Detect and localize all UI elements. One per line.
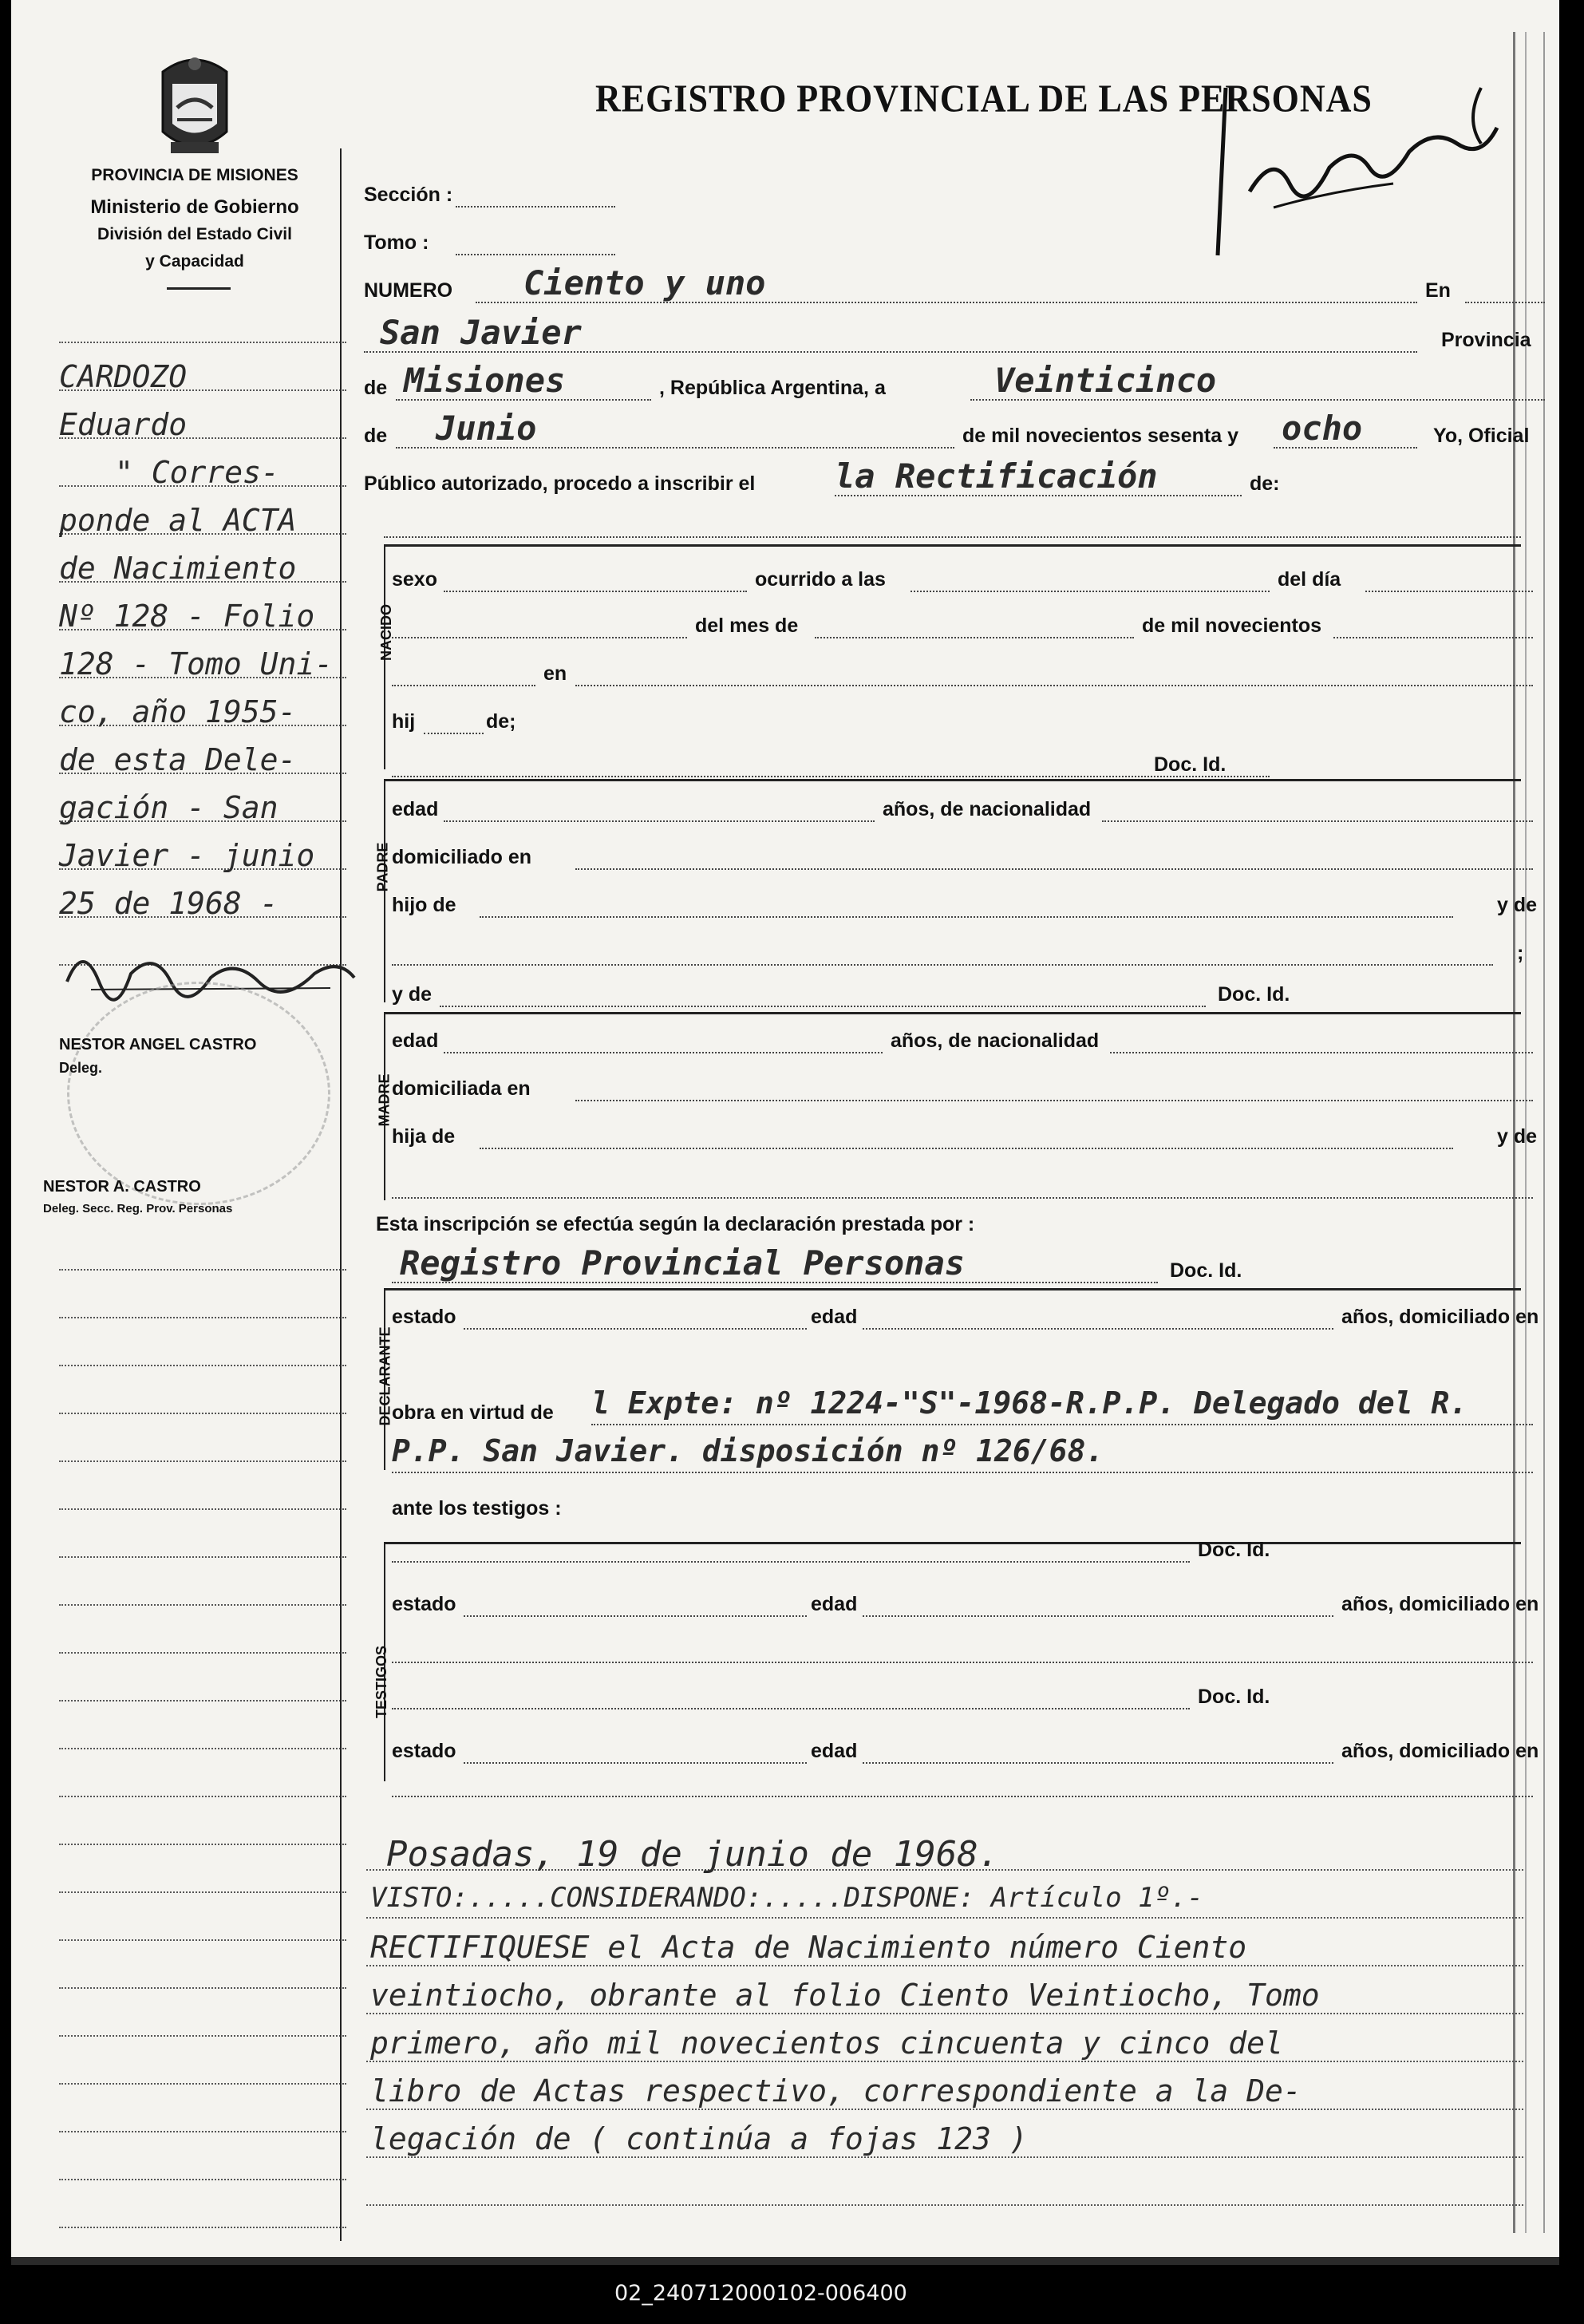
seccion-field[interactable] xyxy=(456,206,615,208)
resolution-text: RECTIFIQUESE el Acta de Nacimiento número Ciento xyxy=(370,1930,1247,1965)
hijo-field[interactable] xyxy=(480,916,1453,918)
margin-note: Javier - junio xyxy=(59,838,315,873)
doc-label: Doc. Id. xyxy=(1198,1686,1270,1708)
hijo-label: hijo de xyxy=(392,894,456,916)
obra-value[interactable]: l Expte: nº 1224-"S"-1968-R.P.P. Delegado del R. xyxy=(591,1385,1468,1421)
testigos-label: TESTIGOS xyxy=(373,1645,390,1719)
en-line xyxy=(1465,302,1545,303)
madre-label: MADRE xyxy=(376,1073,393,1127)
estado-label: estado xyxy=(392,1306,456,1328)
margin-note: " Corres- xyxy=(115,455,279,490)
en-label: en xyxy=(543,662,567,685)
seccion-label: Sección : xyxy=(364,184,453,206)
publico-label: Público autorizado, procedo a inscribir el xyxy=(364,472,756,495)
margin-line xyxy=(59,1652,346,1654)
yde-label: y de xyxy=(1497,1125,1538,1148)
edad-label: edad xyxy=(811,1306,858,1328)
estado-field[interactable] xyxy=(464,1762,807,1764)
resolution-text: primero, año mil novecientos cincuenta y cinco del xyxy=(370,2026,1283,2061)
domiciliado-label: años, domiciliado en xyxy=(1341,1593,1539,1615)
provincial-crest-icon xyxy=(147,48,243,160)
anio-cont-field[interactable] xyxy=(392,685,535,686)
resolution-line xyxy=(366,2204,1523,2206)
doc-label: Doc. Id. xyxy=(1198,1539,1270,1561)
estado-label: estado xyxy=(392,1593,456,1615)
document-title: REGISTRO PROVINCIAL DE LAS PERSONAS xyxy=(595,77,1373,121)
margin-line xyxy=(59,1460,346,1462)
de3-label: de: xyxy=(1250,472,1280,495)
margin-note: co, año 1955- xyxy=(59,694,297,729)
resolution-text: libro de Actas respectivo, correspondiente a la De- xyxy=(370,2073,1302,2109)
estado-field[interactable] xyxy=(464,1615,807,1617)
margin-note: 25 de 1968 - xyxy=(59,886,278,921)
hija-field[interactable] xyxy=(480,1148,1453,1149)
resolution-text: veintiocho, obrante al folio Ciento Veintiocho, Tomo xyxy=(370,1978,1320,2013)
edad-label: edad xyxy=(392,1030,439,1052)
domiciliado-label: años, domiciliado en xyxy=(1341,1306,1539,1328)
edad-label: edad xyxy=(811,1740,858,1762)
testigo2-name-field[interactable] xyxy=(392,1708,1190,1709)
margin-note: Eduardo xyxy=(59,407,188,442)
margin-line xyxy=(59,2083,346,2085)
doc-label: Doc. Id. xyxy=(1154,753,1227,776)
margin-note: gación - San xyxy=(59,790,278,825)
intro-label: Esta inscripción se efectúa según la declaración prestada por : xyxy=(376,1213,975,1235)
margin-line xyxy=(59,1508,346,1510)
dia-field[interactable] xyxy=(1365,591,1533,592)
resolution-text: Posadas, 19 de junio de 1968. xyxy=(386,1834,1000,1875)
stamp-name: NESTOR ANGEL CASTRO xyxy=(59,1036,257,1053)
padre-label: PADRE xyxy=(374,842,391,892)
domiciliada-label: domiciliada en xyxy=(392,1077,531,1100)
sexo-label: sexo xyxy=(392,568,437,591)
dia-label: del día xyxy=(1278,568,1341,591)
hijo-cont-field[interactable] xyxy=(392,964,1493,966)
de2-label: de xyxy=(364,425,388,447)
margin-line xyxy=(59,2035,346,2037)
mes-label: del mes de xyxy=(695,615,799,637)
resolution-line xyxy=(366,2061,1523,2062)
month-value[interactable]: Junio xyxy=(436,409,537,448)
margin-column xyxy=(43,40,346,2233)
margin-line xyxy=(59,1604,346,1606)
resolution-line xyxy=(366,2109,1523,2110)
de-label: de xyxy=(364,377,388,399)
edad-field[interactable] xyxy=(444,1052,883,1053)
margin-line xyxy=(59,1365,346,1366)
day-value[interactable]: Veinticinco xyxy=(994,361,1217,400)
declarante-value[interactable]: Registro Provincial Personas xyxy=(400,1243,966,1283)
doc-label: Doc. Id. xyxy=(1218,983,1290,1006)
resolution-line xyxy=(366,2156,1523,2158)
en-label: En xyxy=(1425,279,1451,302)
margin-line xyxy=(59,1891,346,1893)
estado-field[interactable] xyxy=(464,1328,807,1330)
margin-line xyxy=(59,1939,346,1941)
official-seal-icon xyxy=(67,982,330,1205)
province-value[interactable]: Misiones xyxy=(404,361,566,400)
hija-label: hija de xyxy=(392,1125,456,1148)
anio-field[interactable] xyxy=(1333,637,1533,638)
testigo2-domicilio-field[interactable] xyxy=(392,1796,1533,1797)
margin-line xyxy=(59,2131,346,2132)
resolution-line xyxy=(366,1917,1523,1919)
margin-note: de Nacimiento xyxy=(59,551,297,586)
document-page xyxy=(11,0,1559,2265)
oficial-label: Yo, Oficial xyxy=(1433,425,1530,447)
margin-line xyxy=(59,1987,346,1989)
margin-line xyxy=(59,1269,346,1271)
tomo-label: Tomo : xyxy=(364,231,429,254)
declarante-label: DECLARANTE xyxy=(377,1326,393,1426)
margin-line xyxy=(59,2227,346,2228)
de-label: de; xyxy=(486,710,516,733)
margin-line xyxy=(59,1556,346,1558)
mes-field[interactable] xyxy=(815,637,1134,638)
obra-label: obra en virtud de xyxy=(392,1401,554,1424)
margin-line xyxy=(59,2179,346,2180)
numero-value[interactable]: Ciento y uno xyxy=(523,263,766,302)
domiciliado-label: domiciliado en xyxy=(392,846,532,868)
place-value[interactable]: San Javier xyxy=(380,313,582,352)
testigos-intro-label: ante los testigos : xyxy=(392,1497,562,1520)
division-heading: División del Estado Civil xyxy=(97,225,292,243)
edad-field[interactable] xyxy=(444,820,875,822)
margin-line xyxy=(59,1317,346,1318)
year-value[interactable]: ocho xyxy=(1282,409,1363,448)
yde-label: y de xyxy=(392,983,433,1006)
edad-label: edad xyxy=(811,1593,858,1615)
semicolon: ; xyxy=(1517,942,1524,964)
margin-line xyxy=(59,1748,346,1749)
domicilio-field[interactable] xyxy=(575,1100,1533,1101)
margin-line xyxy=(59,1844,346,1845)
stamp-role: Deleg. Secc. Reg. Prov. Personas xyxy=(43,1202,233,1215)
province-heading: PROVINCIA DE MISIONES xyxy=(91,166,298,184)
image-id-label: 02_240712000102-006400 xyxy=(614,2281,907,2306)
margin-line xyxy=(59,1413,346,1414)
anios-label: años, de nacionalidad xyxy=(883,798,1092,820)
margin-note: 128 - Tomo Uni- xyxy=(59,646,334,682)
edad-field[interactable] xyxy=(863,1615,1333,1617)
nacido-label: NACIDO xyxy=(378,604,394,661)
resolution-text: legación de ( continúa a fojas 123 ) xyxy=(370,2121,1028,2156)
stamp-name: NESTOR A. CASTRO xyxy=(43,1178,201,1196)
margin-note: CARDOZO xyxy=(59,359,188,394)
nacionalidad-field[interactable] xyxy=(1102,820,1533,822)
inscribir-value[interactable]: la Rectificación xyxy=(835,457,1158,496)
nacionalidad-field[interactable] xyxy=(1110,1052,1533,1053)
testigo1-name-field[interactable] xyxy=(392,1561,1190,1563)
lugar-field[interactable] xyxy=(575,685,1533,686)
madre-name-field[interactable] xyxy=(440,1006,1206,1007)
resolution-line xyxy=(366,1965,1523,1966)
estado-label: estado xyxy=(392,1740,456,1762)
edad-field[interactable] xyxy=(863,1328,1333,1330)
anios-label: años, de nacionalidad xyxy=(891,1030,1100,1052)
resolution-line xyxy=(366,2013,1523,2014)
domiciliado-label: años, domiciliado en xyxy=(1341,1740,1539,1762)
tomo-field[interactable] xyxy=(456,254,615,255)
margin-line xyxy=(59,1700,346,1702)
doc-label: Doc. Id. xyxy=(1170,1259,1242,1282)
hij-label: hij xyxy=(392,710,416,733)
signature-icon xyxy=(1170,72,1505,279)
hora-field[interactable] xyxy=(911,591,1270,592)
obra-value-2[interactable]: P.P. San Javier. disposición nº 126/68. xyxy=(392,1433,1104,1468)
dia-cont-field[interactable] xyxy=(392,637,687,638)
margin-note: ponde al ACTA xyxy=(59,503,297,538)
heading-rule xyxy=(167,287,231,290)
name-line xyxy=(384,536,1521,538)
republica-label: , República Argentina, a xyxy=(659,377,886,399)
edad-field[interactable] xyxy=(863,1762,1333,1764)
obra-line xyxy=(591,1424,1533,1425)
stamp-role: Deleg. xyxy=(59,1060,103,1076)
numero-label: NUMERO xyxy=(364,279,453,302)
margin-line xyxy=(59,1796,346,1797)
mil-label: de mil novecientos xyxy=(1142,615,1322,637)
ministry-heading: Ministerio de Gobierno xyxy=(90,196,299,218)
hija-cont-field[interactable] xyxy=(392,1197,1533,1199)
sexo-field[interactable] xyxy=(444,591,747,592)
provincia-label: Provincia xyxy=(1441,329,1531,351)
hij-field[interactable] xyxy=(424,733,484,734)
yde-label: y de xyxy=(1497,894,1538,916)
edad-label: edad xyxy=(392,798,439,820)
obra-line-2 xyxy=(392,1472,1533,1473)
nacido-section xyxy=(378,544,1521,769)
testigo1-domicilio-field[interactable] xyxy=(392,1662,1533,1663)
resolution-text: VISTO:.....CONSIDERANDO:.....DISPONE: Artículo 1º.- xyxy=(370,1882,1203,1914)
domicilio-field[interactable] xyxy=(575,868,1533,870)
margin-note: de esta Dele- xyxy=(59,742,297,777)
ocurrido-label: ocurrido a las xyxy=(755,568,886,591)
margin-note: Nº 128 - Folio xyxy=(59,599,315,634)
capacity-heading: y Capacidad xyxy=(145,252,244,271)
margin-line xyxy=(59,342,346,343)
year-label: de mil novecientos sesenta y xyxy=(962,425,1238,447)
padre-line xyxy=(392,776,1270,777)
